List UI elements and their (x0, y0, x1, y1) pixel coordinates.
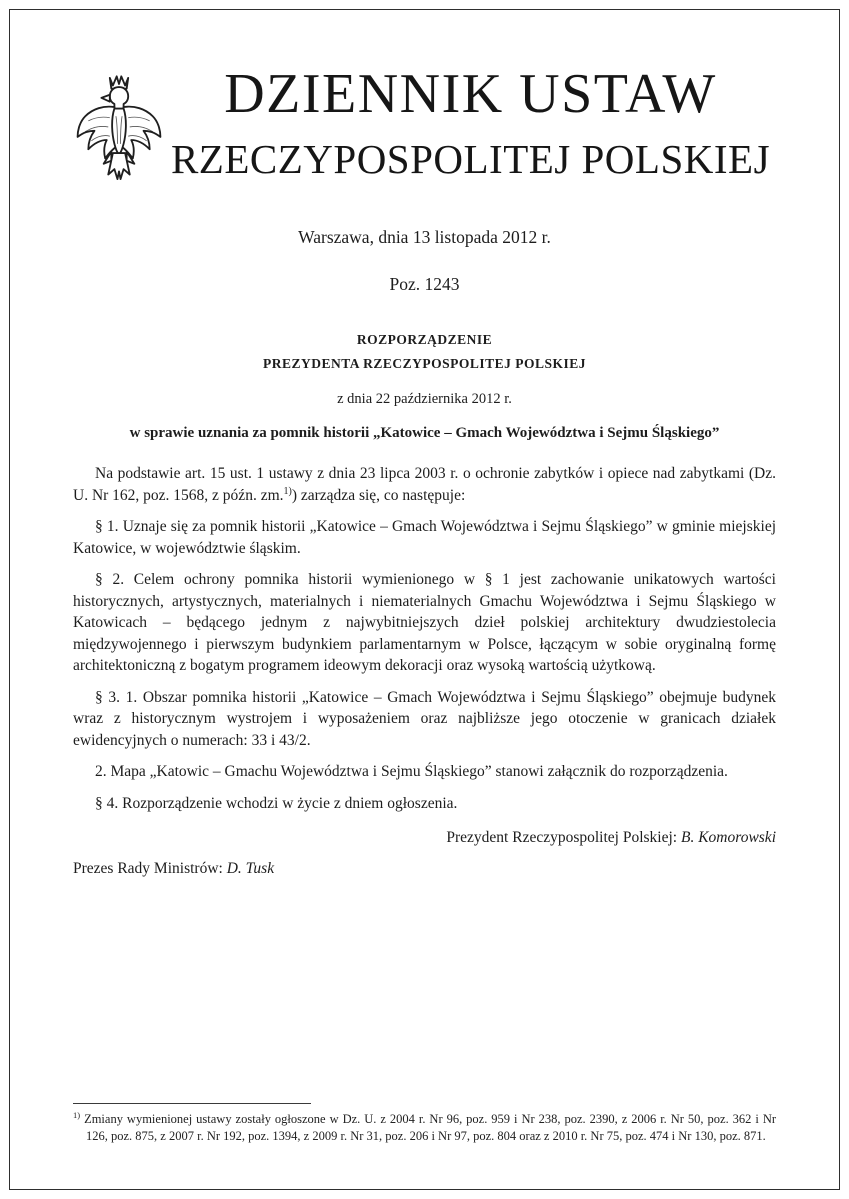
journal-title: DZIENNIK USTAW (224, 63, 717, 125)
paragraph-intro (73, 463, 776, 506)
signature-president-label: Prezydent Rzeczypospolitej Polskiej: (446, 829, 681, 846)
polish-eagle-icon (73, 62, 165, 195)
act-type: ROZPORZĄDZENIE (356, 332, 493, 347)
journal-subtitle: RZECZYPOSPOLITEJ POLSKIEJ (170, 136, 771, 182)
intro-text-after: ) zarządza się, co następuje: (291, 486, 466, 504)
footnote (73, 1111, 776, 1145)
act-date: z dnia 22 października 2012 r. (337, 391, 512, 407)
act-subject: w sprawie uznania za pomnik historii „Katowice – Gmach Województwa i Sejmu Śląskiego” (129, 425, 720, 441)
paragraph-3: § 3. 1. Obszar pomnika historii „Katowice – Gmach Województwa i Sejmu Śląskiego” obejmuje budynek wraz z historycznym wystrojem i wyposażeniem oraz najbliższe jego otoczenie w granicach działek ewidencyjnych o numerach: 33 i 43/2. (73, 688, 776, 749)
intro-text: Na podstawie art. 15 ust. 1 ustawy z dnia 23 lipca 2003 r. o ochronie zabytków i opiece nad zabytkami (Dz. U. Nr 162, poz. 1568, z późn. zm. (73, 465, 776, 504)
paragraph-1: § 1. Uznaje się za pomnik historii „Katowice – Gmach Województwa i Sejmu Śląskiego” w gminie miejskiej Katowice, w województwie śląskim. (73, 518, 776, 557)
signature-pm-label: Prezes Rady Ministrów: (73, 860, 227, 877)
footnote-rule (73, 1103, 311, 1104)
signature-prime-minister (73, 860, 776, 878)
paragraph-4: § 4. Rozporządzenie wchodzi w życie z dniem ogłoszenia. (95, 794, 458, 812)
footnote-marker: 1) (73, 1109, 81, 1120)
paragraph-2: § 2. Celem ochrony pomnika historii wymienionego w § 1 jest zachowanie unikatowych wartości historycznych, artystycznych, materialnych i niematerialnych Gmachu Województwa i Sejmu Śląskiego w Katowicach – będącego jednym z najwybitniejszych dzieł polskiej architektury dwudziestolecia międzywojennego i pierwszym budynkiem parlamentarnym w Polsce, łączącym w sobie oryginalną formę architektoniczną z bogatym programem ideowym dekoracji oraz wysoką wartością użytkową. (73, 571, 776, 674)
signature-president (73, 829, 776, 847)
page-content (10, 10, 839, 1189)
place-date: Warszawa, dnia 13 listopada 2012 r. (298, 227, 551, 247)
paragraph-3-2: 2. Mapa „Katowic – Gmachu Województwa i Sejmu Śląskiego” stanowi załącznik do rozporządzenia. (95, 763, 728, 780)
masthead (73, 62, 776, 195)
position-number: Poz. 1243 (389, 274, 460, 294)
footnote-text: Zmiany wymienionej ustawy zostały ogłoszone w Dz. U. z 2004 r. Nr 96, poz. 959 i Nr 238, poz. 2390, z 2006 r. Nr 50, poz. 362 i Nr 126, poz. 875, z 2007 r. Nr 192, poz. 1394, z 2009 r. Nr 31, poz. 206 i Nr 97, poz. 804 oraz z 2010 r. Nr 75, poz. 474 i Nr 130, poz. 871. (84, 1112, 777, 1143)
page-frame (9, 9, 840, 1190)
act-issuer: PREZYDENTA RZECZYPOSPOLITEJ POLSKIEJ (262, 356, 587, 371)
footnote-area (73, 1103, 776, 1145)
signature-president-name: B. Komorowski (680, 829, 776, 846)
footnote-ref: 1) (283, 485, 292, 497)
journal-titles (165, 62, 776, 180)
signature-pm-name: D. Tusk (226, 860, 275, 877)
